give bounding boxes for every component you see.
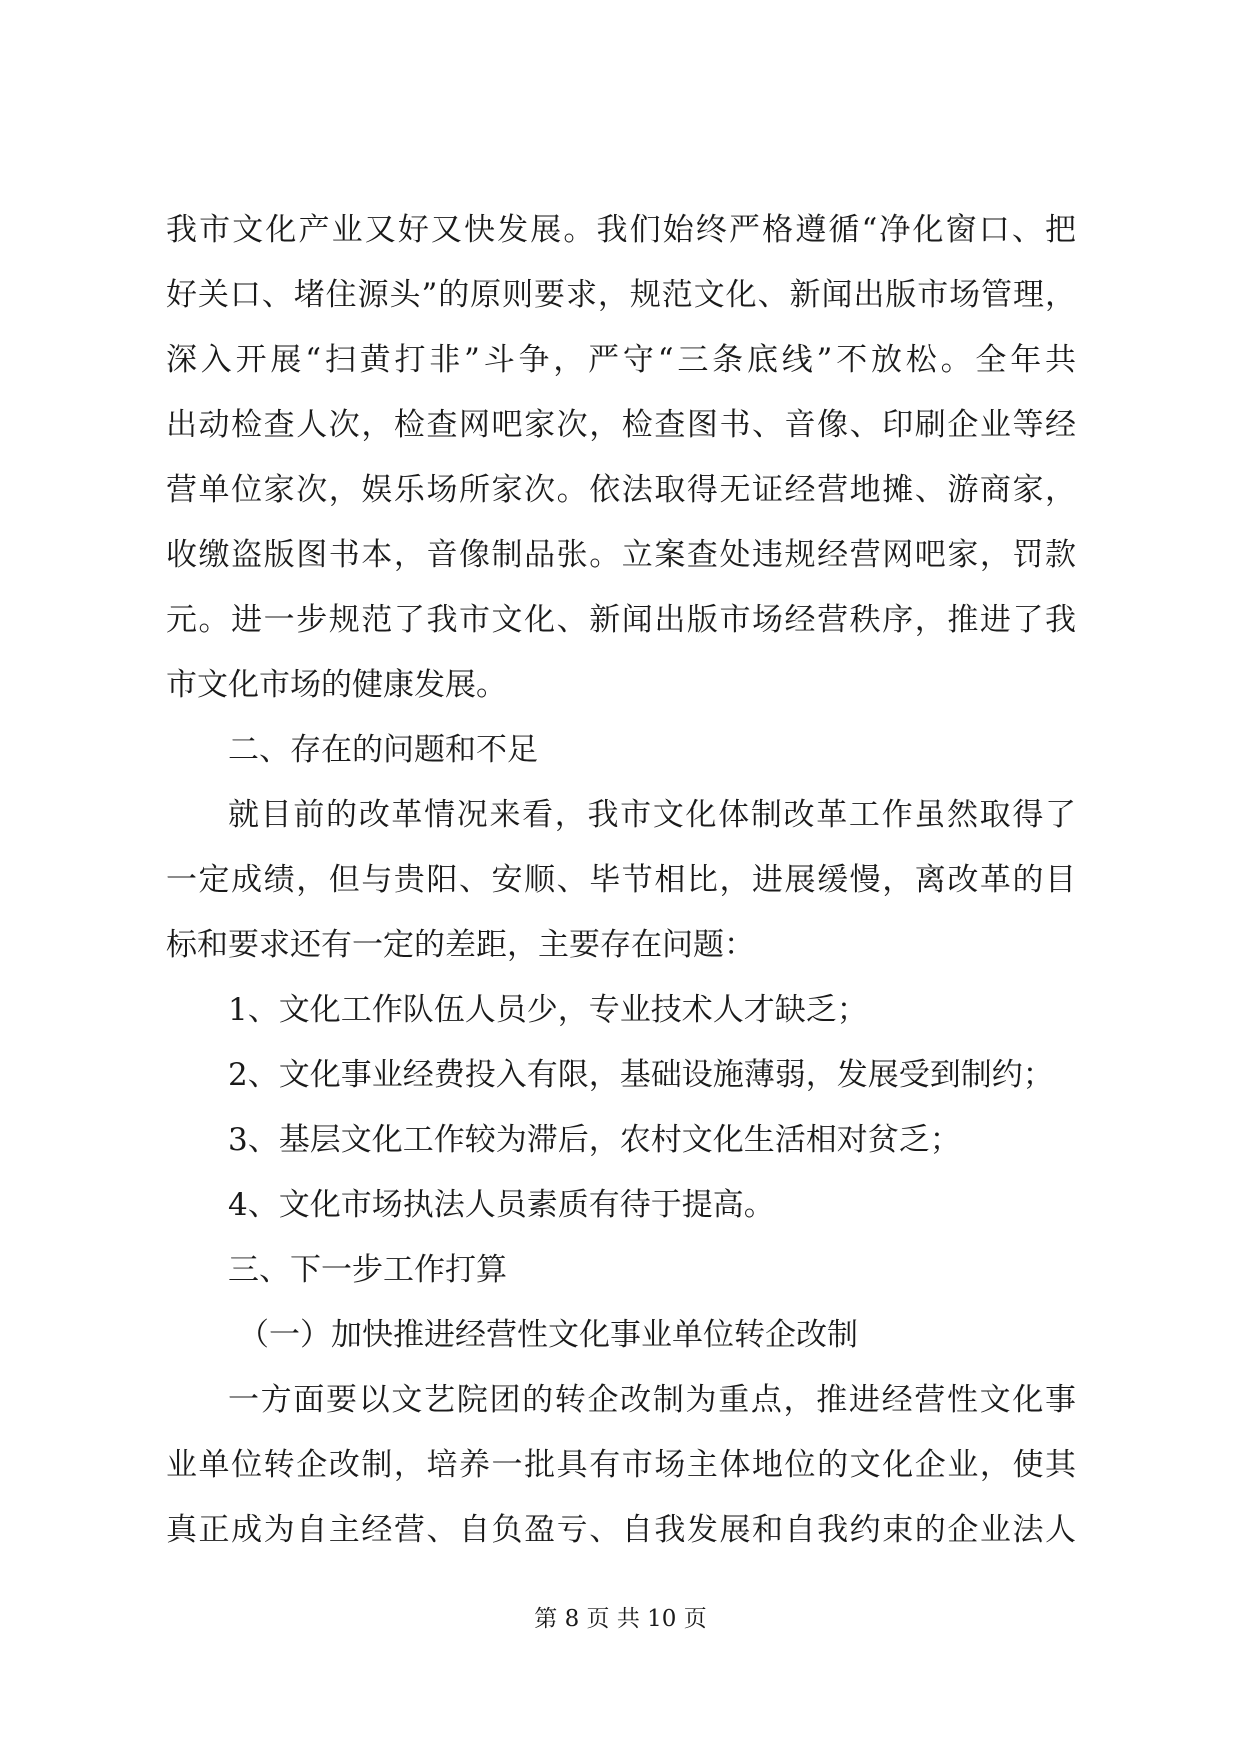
document-body [166,198,1076,1563]
text-line: 出动检查人次，检查网吧家次，检查图书、音像、印刷企业等经 [166,407,1076,443]
text-line: 收缴盗版图书本，音像制品张。立案查处违规经营网吧家，罚款 [166,537,1076,573]
section-heading: 三、下一步工作打算 [228,1252,507,1288]
list-item: 1、文化工作队伍人员少，专业技术人才缺乏； [228,992,868,1028]
text-line: 元。进一步规范了我市文化、新闻出版市场经营秩序，推进了我 [166,602,1076,638]
list-item: 2、文化事业经费投入有限，基础设施薄弱，发展受到制约； [228,1057,1054,1093]
section-heading: 二、存在的问题和不足 [228,732,538,768]
text-line: 真正成为自主经营、自负盈亏、自我发展和自我约束的企业法人 [166,1512,1076,1548]
text-line: 营单位家次，娱乐场所家次。依法取得无证经营地摊、游商家， [166,472,1076,508]
text-line: 好关口、堵住源头”的原则要求，规范文化、新闻出版市场管理， [166,277,1076,313]
page-number-footer: 第 8 页 共 10 页 [534,1606,707,1632]
list-item: 3、基层文化工作较为滞后，农村文化生活相对贫乏； [228,1122,961,1158]
text-line: 市文化市场的健康发展。 [166,667,507,703]
text-line: 就目前的改革情况来看，我市文化体制改革工作虽然取得了 [228,797,1076,833]
text-line: 一定成绩，但与贵阳、安顺、毕节相比，进展缓慢，离改革的目 [166,862,1076,898]
list-item: 4、文化市场执法人员素质有待于提高。 [228,1187,775,1223]
text-line: 一方面要以文艺院团的转企改制为重点，推进经营性文化事 [228,1382,1076,1418]
subsection-heading: （一）加快推进经营性文化事业单位转企改制 [238,1317,858,1353]
text-line: 标和要求还有一定的差距，主要存在问题： [166,927,755,963]
text-line: 我市文化产业又好又快发展。我们始终严格遵循“净化窗口、把 [166,212,1076,248]
text-line: 深入开展“扫黄打非”斗争，严守“三条底线”不放松。全年共 [166,342,1076,378]
text-line: 业单位转企改制，培养一批具有市场主体地位的文化企业，使其 [166,1447,1076,1483]
